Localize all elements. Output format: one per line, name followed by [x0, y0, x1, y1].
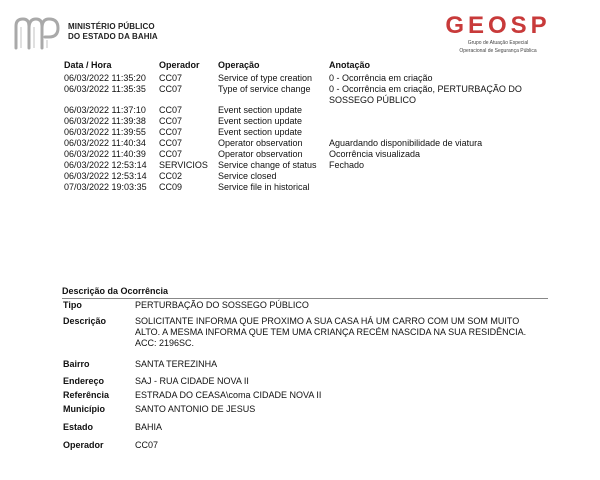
detail-row-tipo [62, 300, 548, 311]
detail-row-estado [62, 422, 548, 433]
row-datetime: 06/03/2022 12:53:14 [64, 160, 147, 170]
description-details [62, 300, 548, 457]
row-datetime: 06/03/2022 11:39:55 [64, 127, 146, 137]
row-note: Ocorrência visualizada [329, 149, 421, 159]
row-operation: Service of type creation [218, 73, 313, 83]
field-value: ESTRADA DO CEASA\coma CIDADE NOVA II [135, 390, 322, 400]
row-operator: CC07 [159, 105, 183, 115]
row-datetime: 06/03/2022 12:53:14 [64, 171, 147, 181]
field-value: CC07 [135, 440, 159, 450]
row-operation: Service change of status [218, 160, 317, 170]
detail-row-bairro [62, 359, 548, 370]
field-label: Operador [63, 440, 104, 450]
row-datetime: 06/03/2022 11:40:39 [64, 149, 146, 159]
geosp-logo [443, 14, 553, 54]
row-operator: SERVICIOS [159, 160, 208, 170]
org-name-line-2: DO ESTADO DA BAHIA [68, 32, 158, 41]
ministerio-publico-logo-icon [12, 16, 62, 50]
field-label: Descrição [63, 316, 107, 326]
row-operation: Event section update [218, 127, 303, 137]
row-operation: Type of service change [218, 84, 311, 94]
row-operator: CC07 [159, 127, 183, 137]
row-datetime: 06/03/2022 11:35:35 [64, 84, 146, 94]
field-value: BAHIA [135, 422, 163, 432]
row-operation: Operator observation [218, 149, 303, 159]
detail-row-descricao [62, 316, 548, 349]
row-operator: CC02 [159, 171, 183, 181]
row-operator: CC07 [159, 138, 183, 148]
row-note: Fechado [329, 160, 365, 170]
detail-row-municipio [62, 404, 548, 415]
section-divider [62, 298, 548, 299]
row-datetime: 06/03/2022 11:37:10 [64, 105, 146, 115]
row-operator: CC09 [159, 182, 183, 192]
field-label: Município [63, 404, 105, 414]
field-value: SOLICITANTE INFORMA QUE PROXIMO A SUA CASA HÁ UM CARRO COM UM SOM MUITO ALTO. A MESMA INFORMA QUE TEM UMA CRIANÇA RECÉM NASCIDA NA SUA RESIDÊNCIA. ACC: 2196SC. [135, 316, 527, 348]
row-datetime: 06/03/2022 11:40:34 [64, 138, 146, 148]
row-operator: CC07 [159, 84, 183, 94]
row-operation: Service closed [218, 171, 277, 181]
detail-row-endereco [62, 376, 548, 387]
field-label: Tipo [63, 300, 82, 310]
org-name-line-1: MINISTÉRIO PÚBLICO [68, 22, 155, 31]
row-operation: Event section update [218, 116, 303, 126]
field-value: PERTURBAÇÃO DO SOSSEGO PÚBLICO [135, 300, 309, 310]
row-operation: Service file in historical [218, 182, 310, 192]
field-label: Referência [63, 390, 110, 400]
row-datetime: 06/03/2022 11:35:20 [64, 73, 146, 83]
document-header [0, 0, 600, 60]
column-header-operator: Operador [159, 60, 200, 70]
description-section-title: Descrição da Ocorrência [62, 286, 169, 296]
row-operation: Operator observation [218, 138, 303, 148]
detail-row-referencia [62, 390, 548, 401]
row-note: Aguardando disponibilidade de viatura [329, 138, 483, 148]
column-header-datetime: Data / Hora [64, 60, 112, 70]
column-header-note: Anotação [329, 60, 371, 70]
row-operator: CC07 [159, 73, 183, 83]
field-label: Estado [63, 422, 94, 432]
geosp-subtitle-2: Operacional de Segurança Pública [459, 48, 537, 54]
row-note: 0 - Ocorrência em criação [329, 73, 433, 83]
detail-row-operador [62, 440, 548, 451]
column-header-operation: Operação [218, 60, 260, 70]
row-note: 0 - Ocorrência em criação, PERTURBAÇÃO DO SOSSEGO PÚBLICO [329, 84, 522, 105]
org-name [68, 22, 158, 42]
field-label: Bairro [63, 359, 90, 369]
row-operation: Event section update [218, 105, 303, 115]
field-value: SANTA TEREZINHA [135, 359, 218, 369]
row-datetime: 06/03/2022 11:39:38 [64, 116, 146, 126]
field-label: Endereço [63, 376, 105, 386]
row-operator: CC07 [159, 116, 183, 126]
field-value: SAJ - RUA CIDADE NOVA II [135, 376, 249, 386]
geosp-subtitle-1: Grupo de Atuação Especial [467, 40, 529, 46]
geosp-wordmark: GEOSP [445, 12, 551, 39]
row-datetime: 07/03/2022 19:03:35 [64, 182, 147, 192]
field-value: SANTO ANTONIO DE JESUS [135, 404, 256, 414]
row-operator: CC07 [159, 149, 183, 159]
